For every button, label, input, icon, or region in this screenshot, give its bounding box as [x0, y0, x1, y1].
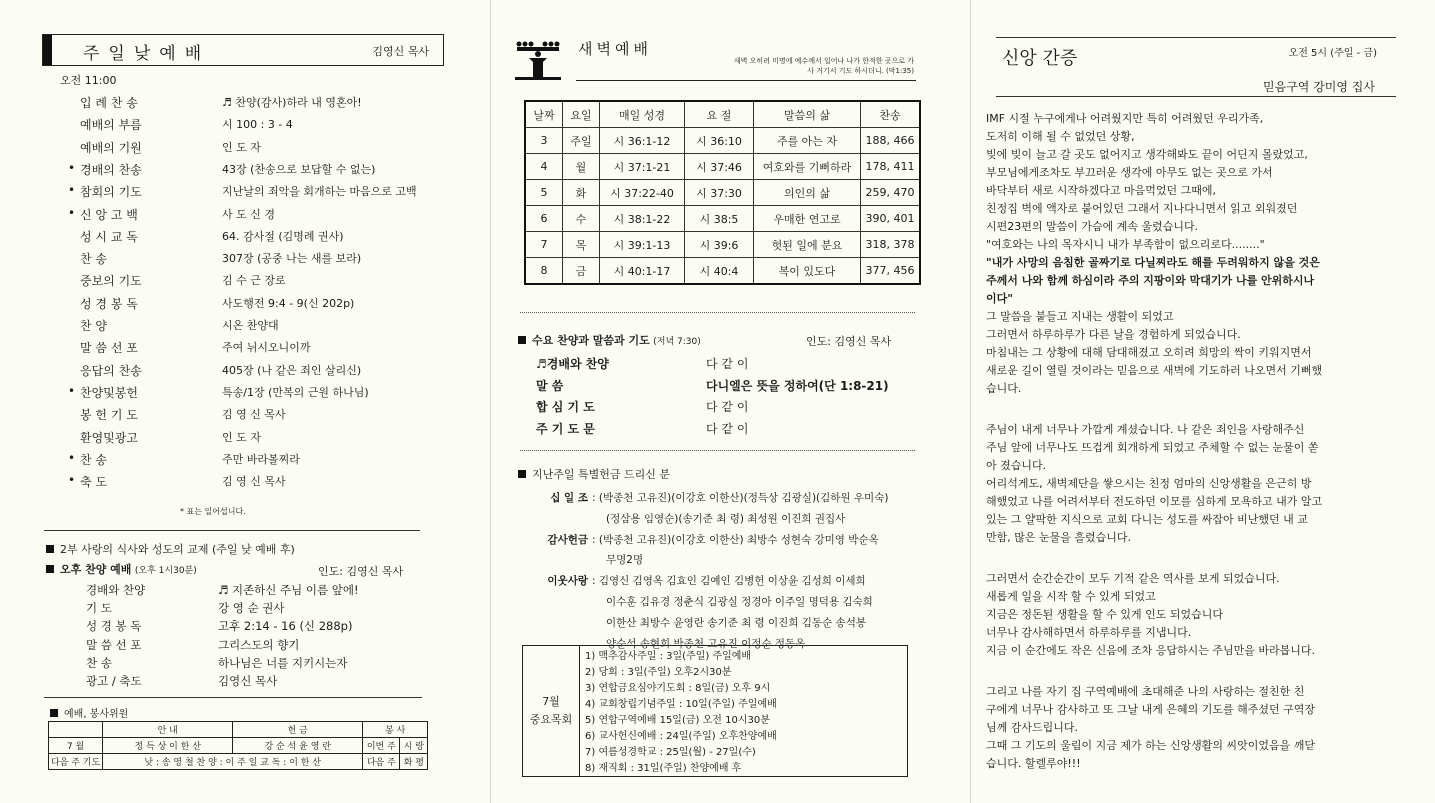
order-item-value: 인 도 자	[222, 140, 261, 154]
order-item-value: ♬ 지존하신 주님 이름 앞에!	[218, 583, 359, 597]
july-items	[585, 649, 777, 777]
table-header: 날짜	[525, 101, 563, 128]
table-cell: 시 40:4	[685, 258, 754, 285]
table-row	[49, 754, 428, 770]
table-row	[525, 232, 920, 258]
order-item-value: 김 영 신 목사	[222, 475, 286, 489]
testimony-line: 있는 그 얄팍한 지식으로 교회 다니는 성도를 싸잡아 비난했던 내 교	[986, 513, 1308, 526]
july-item: 4) 교회창립기념주일 : 10일(주일) 주일예배	[585, 699, 777, 710]
testimony-line: 지금은 정돈된 생활을 할 수 있게 인도 되었습니다	[986, 608, 1223, 621]
order-item-value: 다 같 이	[706, 400, 749, 414]
dotted-divider	[520, 312, 915, 313]
order-item-name: 경배의 찬송	[80, 162, 142, 177]
table-cell	[49, 722, 103, 738]
table-row	[49, 738, 428, 754]
testimony-title: 신앙 간증	[1002, 48, 1078, 69]
order-item-name: 합 심 기 도	[536, 400, 595, 414]
table-header: 요 절	[685, 101, 754, 128]
july-item: 8) 재직회 : 31일(주일) 찬양예배 후	[585, 763, 742, 774]
testimony-line: 지금 이 순간에도 작은 신음에 조차 응답하시는 주님만을 바라봅니다.	[986, 644, 1315, 657]
table-cell: 금	[563, 258, 600, 285]
square-bullet-icon	[50, 709, 58, 717]
testimony-line: "여호와는 나의 목자시니 내가 부족함이 없으리로다........"	[986, 238, 1265, 251]
order-item-value: 307장 (공중 나는 새를 보라)	[222, 252, 362, 266]
square-bullet-icon	[46, 545, 54, 553]
table-row	[525, 258, 920, 285]
table-header: 요일	[563, 101, 600, 128]
table-header: 말씀의 삶	[754, 101, 861, 128]
july-item: 5) 연합구역예배 15일(금) 오전 10시30분	[585, 715, 770, 726]
table-row	[49, 722, 428, 738]
table-cell: 헛된 일에 분요	[754, 232, 861, 258]
order-item-name: 성 경 봉 독	[80, 296, 138, 311]
order-item-name: 말 씀 선 포	[80, 341, 138, 356]
order-item-name: 축 도	[80, 475, 107, 490]
offering-group-name: 이웃사랑	[547, 575, 588, 588]
table-cell: 3	[525, 128, 563, 154]
table-header: 봉 사	[363, 722, 428, 738]
table-cell: 정 득 상 이 한 산	[103, 738, 233, 754]
order-item-value: 고후 2:14 - 16 (신 288p)	[218, 619, 353, 634]
order-item-name: 참회의 기도	[80, 185, 142, 200]
divider	[996, 37, 1396, 38]
table-cell: 시 39:1-13	[600, 232, 685, 258]
table-cell: 시 랑	[400, 738, 428, 754]
afternoon-leader: 인도: 김영신 목사	[318, 565, 404, 578]
table-cell: 시 37:30	[685, 180, 754, 206]
order-item-value: 그리스도의 향기	[218, 637, 300, 652]
table-cell: 시 37:46	[685, 154, 754, 180]
table-cell: 다음 주 기도	[49, 754, 103, 770]
bullet-mark: •	[68, 160, 76, 175]
offering-names: 이수훈 김유경 정춘식 김광실 정경아 이주일 명덕용 김숙희	[606, 596, 873, 608]
table-cell: 7 월	[49, 738, 103, 754]
divider	[44, 530, 420, 531]
order-item-value: 사 도 신 경	[222, 207, 275, 221]
testimony-line: "내가 사망의 음침한 골짜기로 다닐찌라도 해를 두려워하지 않을 것은	[986, 256, 1320, 269]
testimony-line: 그 말씀을 붙들고 지내는 생활이 되었고	[986, 310, 1174, 323]
order-item-value: 특송/1장 (만복의 근원 하나님)	[222, 385, 369, 399]
testimony-line: 그러면서 하루하루가 다른 날을 경험하게 되었습니다.	[986, 328, 1241, 341]
testimony-line: 너무나 감사해하면서 하루하루를 지냅니다.	[986, 626, 1192, 639]
testimony-line: 주께서 나와 함께 하심이라 주의 지팡이와 막대기가 나를 안위하시나	[986, 274, 1315, 287]
table-header: 찬송	[861, 101, 921, 128]
offering-names: (정삼용 임영순)(송기준 최 령) 최성원 이진희 권집사	[606, 512, 846, 525]
order-item-name: 중보의 기도	[80, 274, 142, 289]
table-cell: 8	[525, 258, 563, 285]
order-item-value: 김 영 신 목사	[222, 408, 286, 422]
order-item-name: 주 기 도 문	[536, 421, 595, 436]
table-cell: 주를 아는 자	[754, 128, 861, 154]
table-cell: 390, 401	[861, 206, 921, 232]
bullet-mark: •	[68, 183, 76, 198]
table-cell: 시 40:1-17	[600, 258, 685, 285]
divider	[996, 96, 1396, 97]
volunteers-heading: 예배, 봉사위원	[50, 705, 128, 720]
july-item: 6) 교사헌신예배 : 24일(주일) 오후찬양예배	[585, 731, 777, 742]
testimony-line: 그리고 나를 자기 집 구역예배에 초대해준 나의 사랑하는 절친한 친	[986, 685, 1305, 698]
table-cell: 6	[525, 206, 563, 232]
order-item-value: 김영신 목사	[218, 674, 278, 688]
page-fold-left	[490, 0, 491, 803]
order-item-value: 주여 뉘시오니이까	[222, 341, 311, 355]
afternoon-heading: 오후 찬양 예배 (오후 1시30분)	[46, 561, 197, 577]
july-item: 2) 당회 : 3일(주일) 오후2시30분	[585, 667, 732, 678]
table-row	[525, 128, 920, 154]
order-item-value: 43장 (찬송으로 보답할 수 없는)	[222, 162, 376, 176]
part2-heading: 2부 사랑의 식사와 성도의 교제 (주일 낮 예배 후)	[46, 541, 295, 557]
july-item: 7) 여름성경학교 : 25일(월) - 27일(수)	[585, 747, 756, 758]
order-item-name: 찬양및봉헌	[80, 385, 138, 400]
order-item-name: ♬경배와 찬양	[536, 357, 609, 371]
order-item-value: 다 같 이	[706, 421, 749, 436]
testimony-line: IMF 시절 누구에게나 어려웠지만 특히 어려웠던 우리가족,	[986, 112, 1264, 125]
offering-names: 이한산 최방수 윤영란 송기준 최 령 이진희 김동순 송석봉	[606, 616, 866, 629]
order-item-name: 경배와 찬양	[86, 583, 146, 597]
order-item-name: 성 경 봉 독	[86, 619, 142, 634]
order-item-value: 시온 찬양대	[222, 319, 279, 332]
order-item-value: 하나님은 너를 지키시는자	[218, 655, 348, 670]
volunteers-table	[48, 721, 428, 770]
order-item-name: 찬 양	[80, 319, 107, 333]
table-cell: 이번 주	[363, 738, 400, 754]
standing-note: * 표는 일어섭니다.	[180, 507, 246, 516]
testimony-line: 친정집 벽에 액자로 붙어있던 그래서 지나다니면서 읽고 외워졌던	[986, 202, 1298, 215]
order-item-name: 예배의 기원	[80, 140, 142, 155]
testimony-line: 시편23편의 말씀이 가슴에 계속 울렸습니다.	[986, 220, 1199, 233]
table-cell: 의인의 삶	[754, 180, 861, 206]
testimony-line: 습니다. 할렐루야!!!	[986, 757, 1081, 770]
testimony-line: 빚에 빚이 늘고 갈 곳도 없어지고 생각해봐도 끝이 어딘지 몰랐었고,	[986, 148, 1308, 161]
order-item-name: 찬 송	[80, 252, 107, 267]
order-item-name: 응답의 찬송	[80, 363, 142, 378]
order-item-name: 기 도	[86, 601, 112, 616]
table-row	[525, 101, 920, 128]
testimony-author: 믿음구역 강미영 집사	[1263, 80, 1375, 94]
offering-group-name: 십 일 조	[550, 492, 588, 504]
page-fold-right	[970, 0, 971, 803]
order-item-value: 다 같 이	[706, 357, 749, 371]
offering-heading: 지난주일 특별헌금 드리신 분	[518, 466, 670, 482]
table-header: 안 내	[103, 722, 233, 738]
dawn-service-title: 새벽예배	[578, 40, 652, 58]
order-item-value: 다니엘은 뜻을 정하여(단 1:8-21)	[706, 378, 889, 393]
bullet-mark: •	[68, 205, 76, 220]
order-item-name: 찬 송	[80, 452, 107, 467]
july-label-month: 7월	[542, 695, 560, 708]
table-cell: 시 37:1-21	[600, 154, 685, 180]
order-item-value: 지난날의 죄악을 회개하는 마음으로 고백	[222, 185, 417, 199]
wednesday-heading: 수요 찬양과 말씀과 기도 (저녁 7:30)	[518, 332, 701, 348]
order-item-value: 64. 감사절 (김명례 권사)	[222, 229, 344, 243]
divider	[44, 697, 422, 698]
table-cell: 259, 470	[861, 180, 921, 206]
testimony-line: 해했었고 나를 어려서부터 전도하던 이모를 심하게 모욕하고 내가 알고	[986, 495, 1323, 508]
square-bullet-icon	[46, 565, 54, 573]
square-bullet-icon	[518, 336, 526, 344]
table-cell: 시 36:1-12	[600, 128, 685, 154]
testimony-line: 이다"	[986, 292, 1013, 305]
table-cell: 시 36:10	[685, 128, 754, 154]
july-label: 중요목회	[529, 713, 573, 726]
table-cell: 강 순 석 윤 영 란	[233, 738, 363, 754]
table-cell: 우매한 연고로	[754, 206, 861, 232]
table-cell: 화 평	[400, 754, 428, 770]
testimony-line: 어리석게도, 새벽제단을 쌓으시는 친정 엄마의 신앙생활을 은근히 방	[986, 477, 1312, 490]
table-cell: 377, 456	[861, 258, 921, 285]
table-row	[525, 206, 920, 232]
table-cell: 복이 있도다	[754, 258, 861, 285]
table-row	[525, 180, 920, 206]
table-cell: 시 38:5	[685, 206, 754, 232]
order-item-name: 찬 송	[86, 655, 112, 670]
testimony-paragraph	[986, 421, 1391, 547]
order-item-name: 봉 헌 기 도	[80, 408, 138, 423]
header-bar-icon	[43, 35, 52, 65]
order-item-value: 시 100 : 3 - 4	[222, 118, 293, 132]
table-cell: 188, 466	[861, 128, 921, 154]
testimony-line: 부모님에게조차도 부끄러운 생각에 아무도 없는 곳으로 가서	[986, 166, 1273, 179]
order-item-name: 예배의 부름	[80, 118, 142, 133]
order-item-name: 성 시 교 독	[80, 229, 138, 244]
testimony-line: 주님 앞에 너무나도 뜨겁게 회개하게 되었고 주체할 수 없는 눈물이 쏟	[986, 441, 1319, 454]
testimony-line: 주님이 내게 너무나 가깝게 계셨습니다. 나 같은 죄인을 사랑해주신	[986, 423, 1305, 436]
table-cell: 시 38:1-22	[600, 206, 685, 232]
order-item-value: 405장 (나 같은 죄인 살리신)	[222, 363, 362, 377]
order-item-name: 입 례 찬 송	[80, 96, 138, 110]
square-bullet-icon	[518, 470, 526, 478]
bullet-mark: •	[68, 450, 76, 465]
divider	[576, 80, 916, 81]
order-item-value: 김 수 근 장로	[222, 274, 286, 288]
table-header: 매일 성경	[600, 101, 685, 128]
table-cell: 시 37:22-40	[600, 180, 685, 206]
table-row	[525, 154, 920, 180]
sunday-service-pastor: 김영신 목사	[372, 45, 429, 58]
testimony-line: 님께 감사드립니다.	[986, 721, 1079, 734]
table-cell: 화	[563, 180, 600, 206]
offering-names: : (박종천 고유진)(이강호 이한산)(정득상 김광실)(김하원 우미숙)	[592, 492, 889, 504]
testimony-line: 그러면서 순간순간이 모두 기적 같은 역사를 보게 되었습니다.	[986, 572, 1280, 585]
testimony-line: 습니다.	[986, 382, 1022, 395]
sunday-service-header	[42, 34, 444, 66]
offering-names: 무명2명	[606, 554, 644, 567]
testimony-line: 아 졌습니다.	[986, 459, 1047, 472]
testimony-line: 만함, 많은 눈물을 흘렸습니다.	[986, 531, 1131, 544]
table-cell: 월	[563, 154, 600, 180]
order-item-name: 말 씀	[536, 378, 564, 393]
table-cell: 목	[563, 232, 600, 258]
table-cell: 시 39:6	[685, 232, 754, 258]
table-cell: 낮 : 송 영 철 찬 양 : 이 주 일 교 독 : 이 한 산	[103, 754, 363, 770]
order-item-value: ♬ 찬양(감사)하라 내 영혼아!	[222, 96, 362, 109]
table-cell: 4	[525, 154, 563, 180]
order-item-value: 주만 바라볼찌라	[222, 452, 300, 466]
offering-names: : 김영신 김영옥 김효인 김예인 김병헌 이상윤 김성희 이세희	[592, 575, 866, 588]
testimony-line: 마침내는 그 상황에 대해 담대해졌고 오히려 희망의 싹이 키워지면서	[986, 346, 1312, 359]
table-cell: 7	[525, 232, 563, 258]
sunday-service-time: 오전 11:00	[60, 74, 117, 87]
order-item-name: 환영및광고	[80, 430, 138, 445]
praying-figure-icon	[515, 40, 561, 80]
dawn-service-time: 오전 5시 (주일 - 금)	[1288, 48, 1377, 59]
order-item-value: 인 도 자	[222, 430, 261, 444]
table-cell: 수	[563, 206, 600, 232]
table-cell: 주일	[563, 128, 600, 154]
sunday-service-title: 주일낮예배	[83, 44, 211, 64]
table-cell: 318, 378	[861, 232, 921, 258]
july-item: 3) 연합금요심야기도회 : 8일(금) 오후 9시	[585, 683, 771, 694]
testimony-line: 바닥부터 새로 시작하겠다고 마음먹었던 그때에,	[986, 184, 1217, 197]
order-item-value: 강 영 순 권사	[218, 601, 285, 616]
testimony-line: 도저히 이해 될 수 없었던 상황,	[986, 130, 1135, 143]
dawn-schedule-table	[524, 100, 921, 285]
bullet-mark: •	[68, 473, 76, 488]
testimony-paragraph	[986, 110, 1391, 398]
july-schedule-box	[522, 645, 908, 777]
table-header: 헌 금	[233, 722, 363, 738]
testimony-line: 그때 그 기도의 울림이 지금 제가 하는 신앙생활의 씨앗이었음을 깨닫	[986, 739, 1315, 752]
wednesday-leader: 인도: 김영신 목사	[806, 335, 892, 348]
testimony-paragraph	[986, 683, 1391, 773]
testimony-paragraph	[986, 570, 1391, 660]
table-cell: 178, 411	[861, 154, 921, 180]
table-cell: 5	[525, 180, 563, 206]
dotted-divider	[520, 450, 915, 451]
july-item: 1) 맥추감사주일 : 3일(주일) 주일예배	[585, 651, 752, 662]
dawn-service-verse: 새벽 오히려 미명에 예수께서 일어나 나가 한적한 곳으로 가사 거기서 기도 하시더니. (막1:35)	[733, 57, 914, 75]
order-item-value: 사도행전 9:4 - 9(신 202p)	[222, 296, 355, 310]
offering-group-name: 감사헌금	[547, 533, 588, 546]
testimony-line: 구에게 너무나 감사하고 또 그날 내게 은혜의 기도를 해주셨던 구역장	[986, 703, 1315, 716]
order-item-name: 말 씀 선 포	[86, 637, 142, 652]
order-item-name: 신 앙 고 백	[80, 207, 138, 222]
table-cell: 여호와를 기뻐하라	[754, 154, 861, 180]
bullet-mark: •	[68, 383, 76, 398]
table-cell: 다음 주	[363, 754, 400, 770]
offering-names: : (박종천 고유진)(이강호 이한산) 최방수 성현숙 강미영 박순옥	[592, 533, 879, 546]
testimony-line: 새로운 길이 열릴 것이라는 믿음으로 새벽에 기도하러 나오면서 기뻐했	[986, 364, 1323, 377]
order-item-name: 광고 / 축도	[86, 674, 142, 688]
offering-names: 양순석 송현희 박종천 고유진 이정순 정동옥	[606, 637, 806, 650]
testimony-line: 새롭게 일을 시작 할 수 있게 되었고	[986, 590, 1156, 603]
